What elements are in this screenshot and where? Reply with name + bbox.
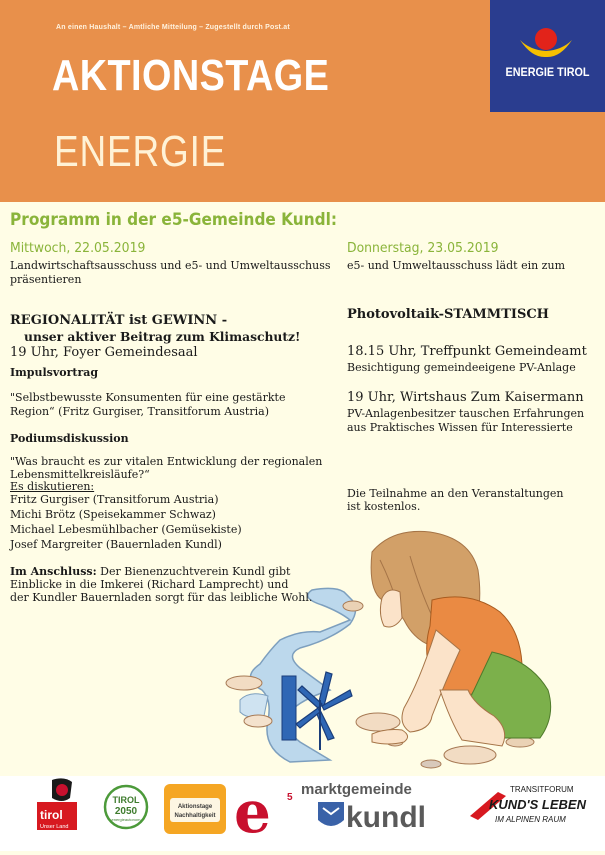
svg-text:TRANSITFORUM: TRANSITFORUM	[510, 785, 574, 794]
day1-event-title-line2: unser aktiver Beitrag zum Klimaschutz!	[24, 329, 301, 344]
day2-heading: Donnerstag, 23.05.2019	[347, 240, 499, 256]
svg-text:2050: 2050	[114, 806, 138, 817]
day2-item2-text-line2: aus Praktisches Wissen für Interessierte	[347, 421, 573, 434]
day1-panel-label: Podiumsdiskussion	[10, 432, 129, 445]
svg-text:TIROL: TIROL	[112, 795, 140, 805]
day1-talk-text-line1: "Selbstbewusste Konsumenten für eine gestärkte	[10, 391, 286, 404]
day1-talk-text-line2: Region“ (Fritz Gurgiser, Transitforum Austria)	[10, 405, 269, 418]
svg-text:kundl: kundl	[346, 801, 426, 834]
nachhaltigkeit-logo	[164, 784, 226, 834]
day1-time-place: 19 Uhr, Foyer Gemeindesaal	[10, 345, 198, 360]
day1-after-text-1: Der Bienenzuchtverein Kundl gibt	[96, 565, 291, 578]
partner-logos	[0, 776, 605, 851]
svg-text:Nachhaltigkeit: Nachhaltigkeit	[174, 813, 216, 819]
transitforum-logo	[470, 785, 587, 824]
day1-intro-line1: Landwirtschaftsausschuss und e5- und Umweltausschuss	[10, 259, 331, 272]
svg-text:IM ALPINEN RAUM: IM ALPINEN RAUM	[495, 815, 566, 824]
postal-notice: An einen Haushalt – Amtliche Mitteilung – Zugestellt durch Post.at	[56, 24, 290, 31]
day1-event-title-line1: REGIONALITÄT ist GEWINN -	[10, 313, 228, 328]
panelist-1: Fritz Gurgiser (Transitforum Austria)	[10, 493, 219, 506]
svg-text:Aktionstage: Aktionstage	[177, 804, 213, 810]
day2-item1-time: 18.15 Uhr, Treffpunkt Gemeindeamt	[347, 344, 587, 359]
day1-panel-question-line2: Lebensmittelkreisläufe?“	[10, 468, 150, 481]
title-energie: ENERGIE	[54, 127, 227, 176]
day1-after-label: Im Anschluss:	[10, 565, 97, 578]
panelist-2: Michi Brötz (Speisekammer Schwaz)	[10, 508, 216, 521]
svg-text:e: e	[234, 778, 271, 846]
day1-panel-question-line1: "Was braucht es zur vitalen Entwicklung der regionalen	[10, 455, 323, 468]
day2-event-title: Photovoltaik-STAMMTISCH	[347, 307, 549, 322]
energie-tirol-text: ENERGIE TIROL	[505, 65, 590, 79]
day2-item2-time: 19 Uhr, Wirtshaus Zum Kaisermann	[347, 390, 584, 405]
day1-after-line2: Einblicke in die Imkerei (Richard Lamprecht) und	[10, 578, 289, 591]
title-aktionstage: AKTIONSTAGE	[52, 51, 330, 100]
day1-talk-label: Impulsvortrag	[10, 366, 99, 379]
day1-heading: Mittwoch, 22.05.2019	[10, 240, 146, 256]
day1-after-line1	[10, 565, 290, 579]
svg-text:marktgemeinde: marktgemeinde	[301, 781, 412, 798]
tirol2050-logo	[105, 786, 147, 828]
kundl-logo	[301, 781, 426, 834]
day1-after-line3: der Kundler Bauernladen sorgt für das leibliche Wohl.	[10, 591, 313, 604]
day2-intro: e5- und Umweltausschuss lädt ein zum	[347, 259, 565, 272]
tirol-logo-sub: Unser Land	[40, 824, 69, 830]
day2-note-line1: Die Teilnahme an den Veranstaltungen	[347, 487, 564, 500]
program-title: Programm in der e5-Gemeinde Kundl:	[10, 210, 338, 229]
panelist-3: Michael Lebesmühlbacher (Gemüsekiste)	[10, 523, 242, 536]
day2-item2-text-line1: PV-Anlagenbesitzer tauschen Erfahrungen	[347, 407, 585, 420]
tirol-logo	[37, 778, 77, 830]
e5-logo	[234, 778, 293, 846]
day1-intro-line2: präsentieren	[10, 273, 82, 286]
day2-item1-text: Besichtigung gemeindeeigene PV-Anlage	[347, 361, 576, 374]
tirol-logo-text: tirol	[40, 808, 63, 822]
svg-text:energieautonom: energieautonom	[111, 817, 141, 822]
partner-logo-bar	[0, 776, 605, 851]
panelist-4: Josef Margreiter (Bauernladen Kundl)	[10, 538, 222, 551]
day1-panel-discuss-label: Es diskutieren:	[10, 480, 95, 493]
svg-text:KUND'S LEBEN: KUND'S LEBEN	[489, 797, 586, 812]
day2-note-line2: ist kostenlos.	[347, 500, 421, 513]
svg-text:5: 5	[287, 792, 293, 803]
